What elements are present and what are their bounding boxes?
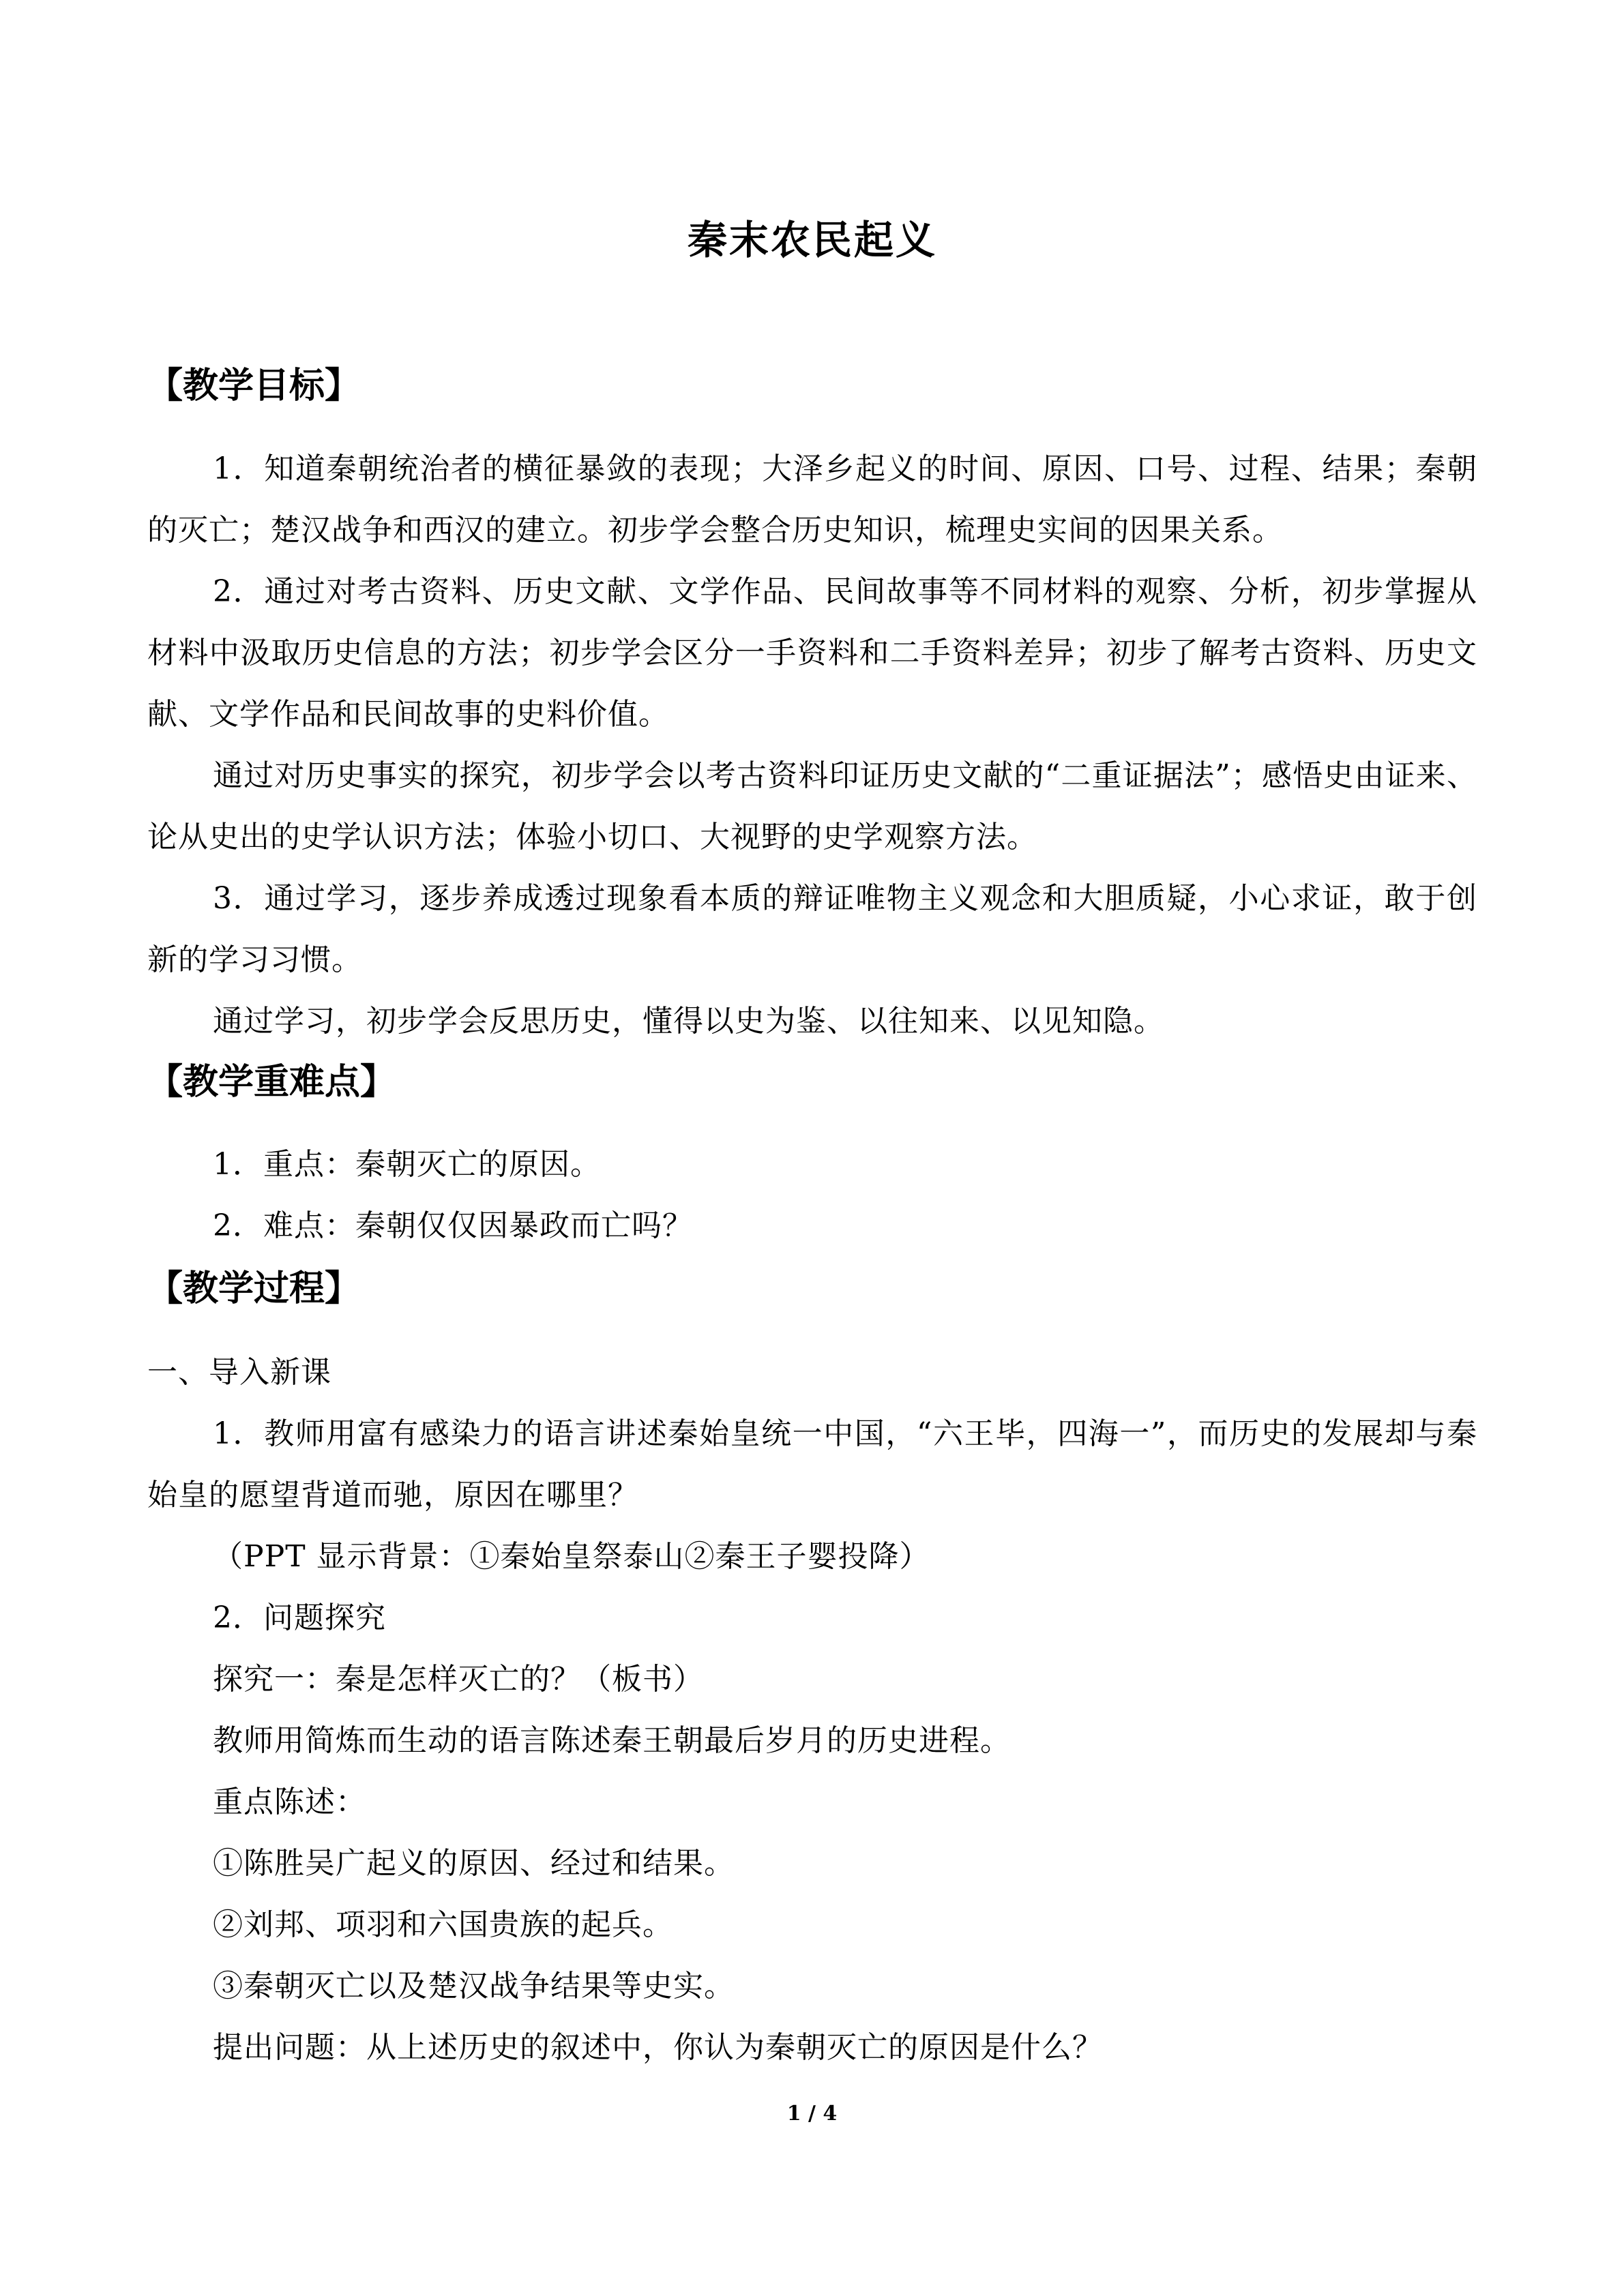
section-heading-objectives: 【教学目标】 (147, 365, 361, 406)
objective-paragraph-4: 3．通过学习，逐步养成透过现象看本质的辩证唯物主义观念和大胆质疑，小心求证，敢于创新的学习习惯。 (147, 881, 1477, 977)
page-number: 1 / 4 (786, 2102, 838, 2126)
key-point-item: 1．重点：秦朝灭亡的原因。 (213, 1147, 601, 1182)
process-subheading: 一、导入新课 (147, 1355, 331, 1390)
process-line: 重点陈述： (213, 1785, 366, 1819)
process-line: ③秦朝灭亡以及楚汉战争结果等史实。 (213, 1969, 735, 2003)
process-line: 2．问题探究 (213, 1600, 386, 1635)
process-line: ①陈胜吴广起义的原因、经过和结果。 (213, 1846, 735, 1881)
section-heading-process: 【教学过程】 (147, 1268, 361, 1309)
process-line: ②刘邦、项羽和六国贵族的起兵。 (213, 1907, 673, 1942)
process-intro-paragraph: 1．教师用富有感染力的语言讲述秦始皇统一中国，“六王毕，四海一”，而历史的发展却与秦始皇的愿望背道而驰，原因在哪里？ (147, 1416, 1477, 1512)
section-heading-key-points: 【教学重难点】 (147, 1061, 396, 1103)
process-line: 教师用简炼而生动的语言陈述秦王朝最后岁月的历史进程。 (213, 1723, 1011, 1758)
objective-paragraph-1: 1．知道秦朝统治者的横征暴敛的表现；大泽乡起义的时间、原因、口号、过程、结果；秦朝的灭亡；楚汉战争和西汉的建立。初步学会整合历史知识，梳理史实间的因果关系。 (147, 451, 1477, 548)
process-line: （PPT 显示背景：①秦始皇祭泰山②秦王子婴投降） (213, 1539, 930, 1574)
objective-paragraph-3: 通过对历史事实的探究，初步学会以考古资料印证历史文献的“二重证据法”；感悟史由证来、论从史出的史学认识方法；体验小切口、大视野的史学观察方法。 (147, 758, 1477, 854)
process-line: 探究一：秦是怎样灭亡的？（板书） (213, 1662, 704, 1697)
key-point-item: 2．难点：秦朝仅仅因暴政而亡吗？ (213, 1208, 693, 1243)
process-line: 提出问题：从上述历史的叙述中，你认为秦朝灭亡的原因是什么？ (213, 2030, 1103, 2065)
document-title: 秦末农民起义 (687, 217, 937, 263)
objective-paragraph-5: 通过学习，初步学会反思历史，懂得以史为鉴、以往知来、以见知隐。 (213, 1004, 1164, 1039)
objective-paragraph-2: 2．通过对考古资料、历史文献、文学作品、民间故事等不同材料的观察、分析，初步掌握从材料中汲取历史信息的方法；初步学会区分一手资料和二手资料差异；初步了解考古资料、历史文献、文学作品和民间故事的史料价值。 (147, 574, 1477, 732)
